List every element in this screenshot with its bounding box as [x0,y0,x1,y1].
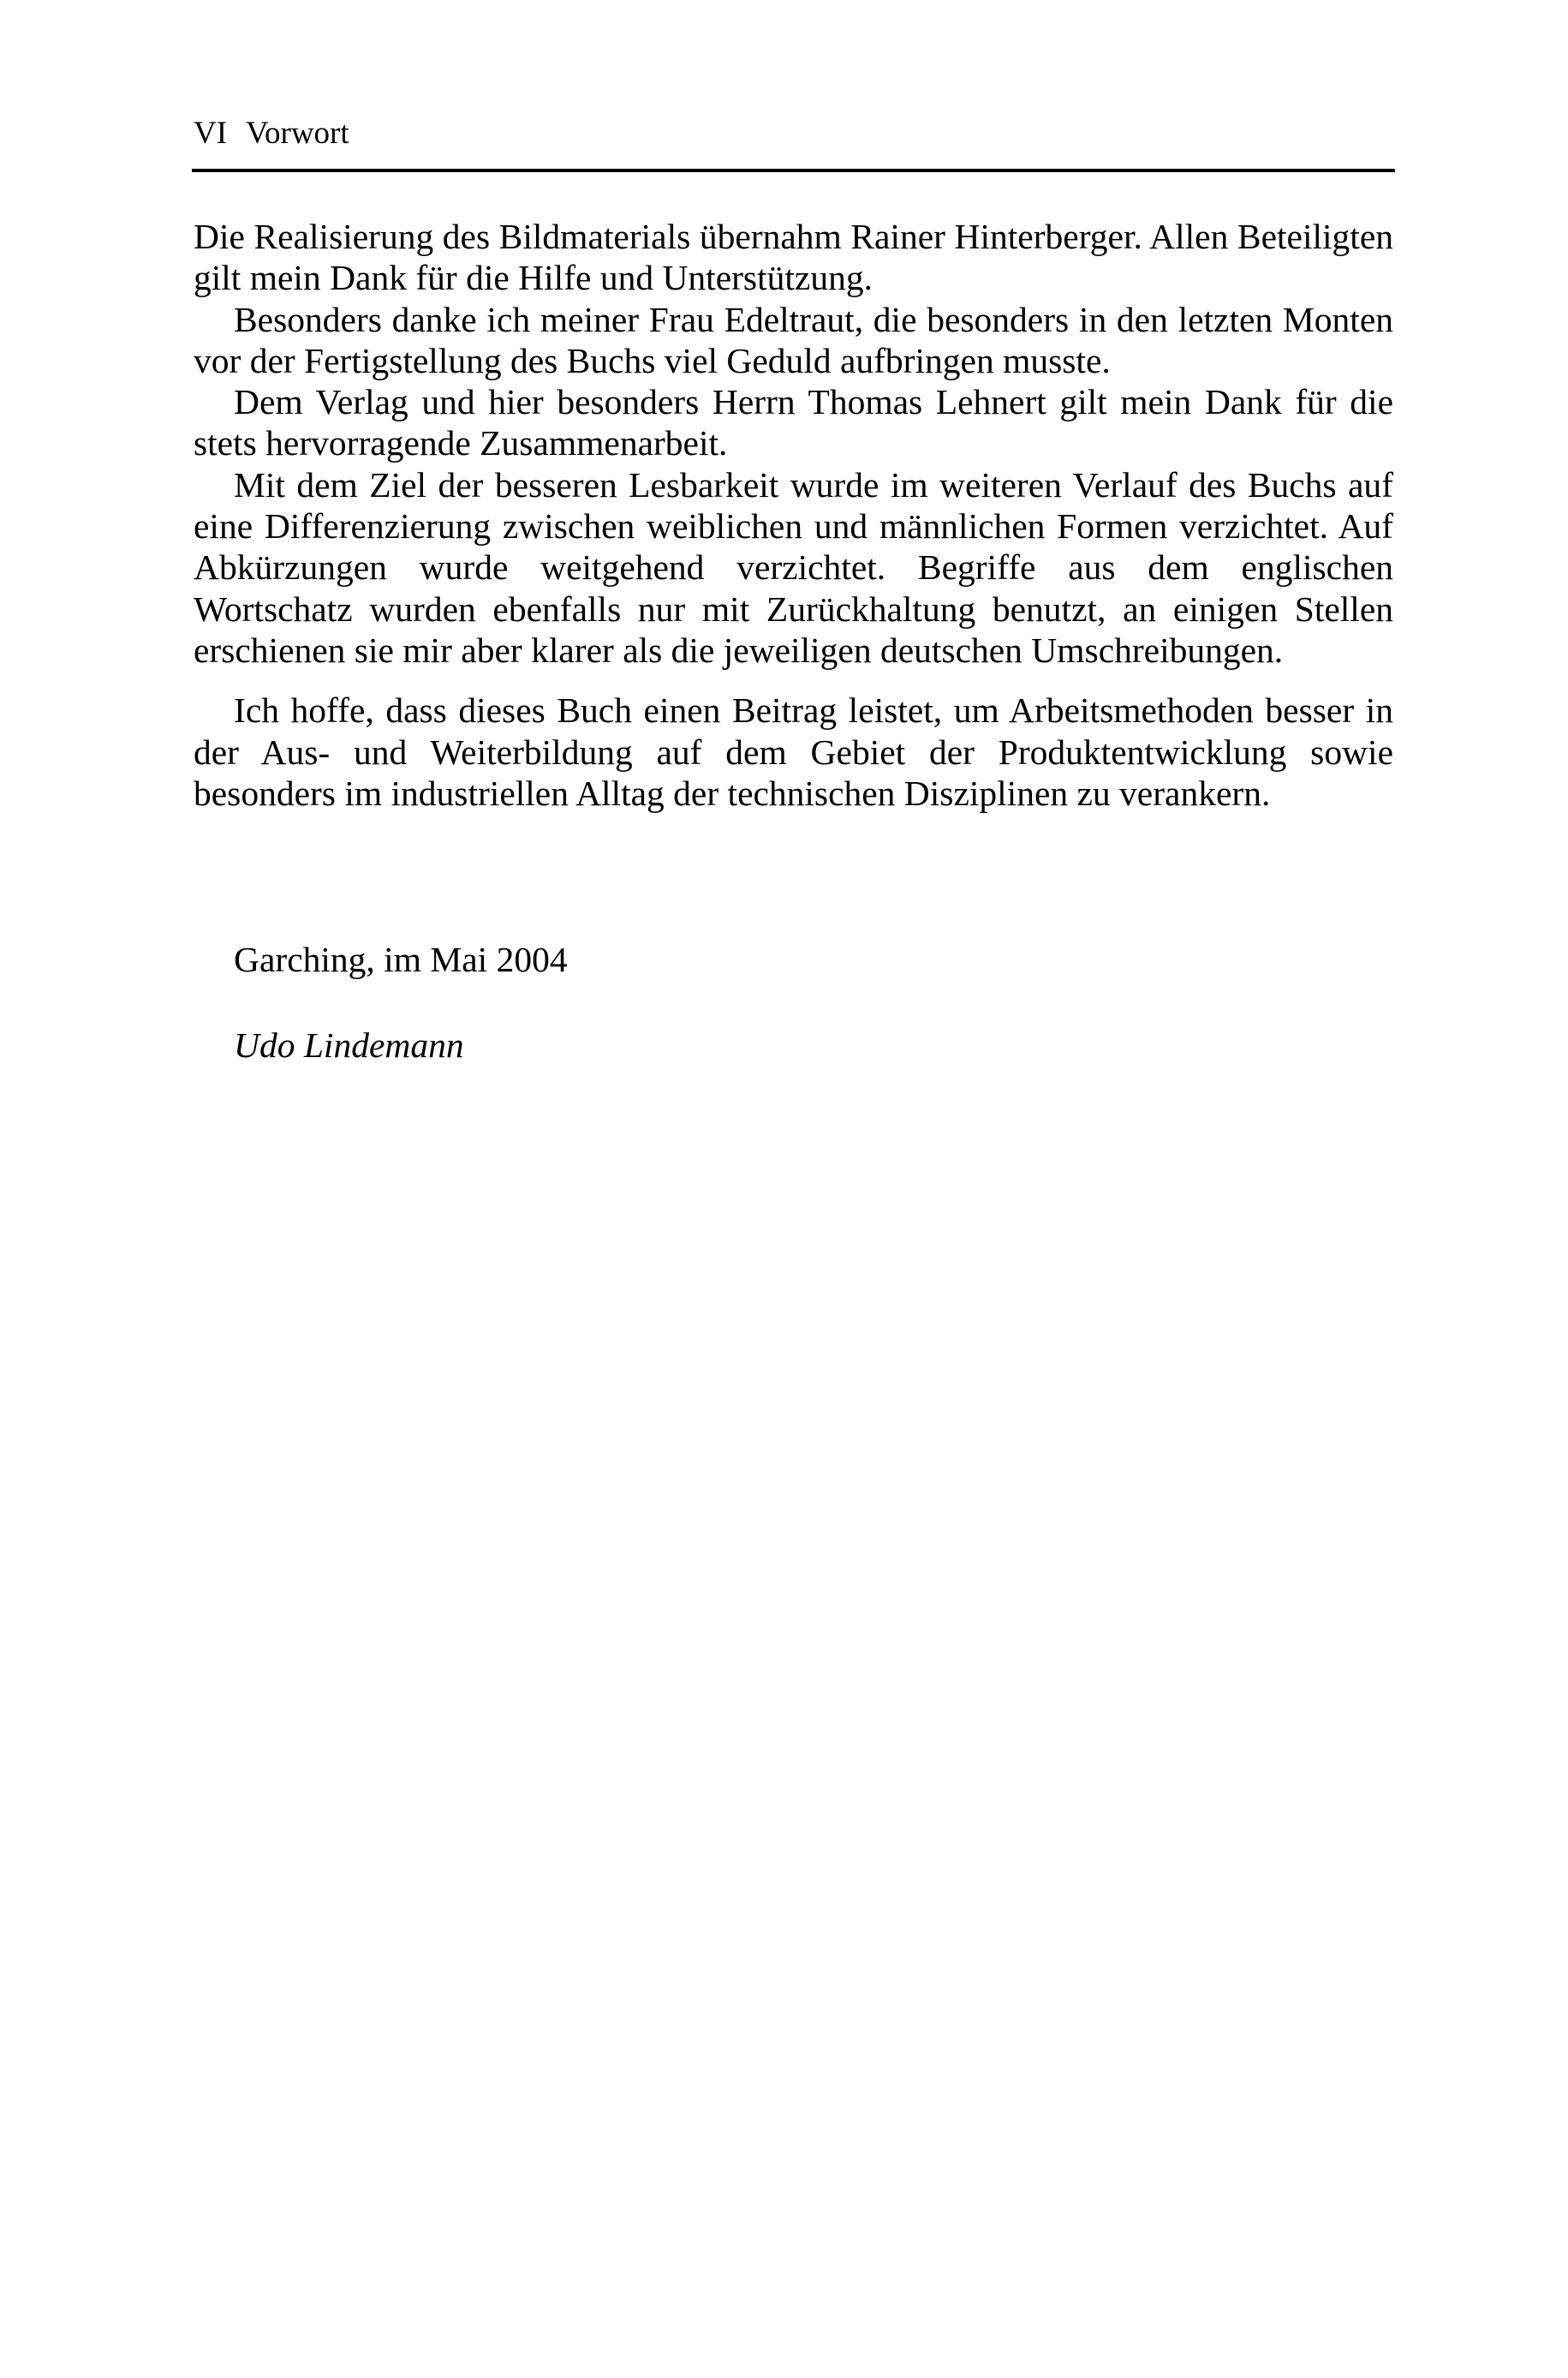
paragraph-acknowledgement-illustrations: Die Realisierung des Bildmaterials übernahm Rainer Hinterberger. Allen Beteiligten gilt mein Dank für die Hilfe und Unterstützung. [194,217,1393,298]
body-text [194,216,1393,814]
page-number: VI [194,116,228,151]
paragraph-closing-wish: Ich hoffe, dass dieses Buch einen Beitrag leistet, um Arbeitsmethoden besser in der Aus- und Weiterbildung auf dem Gebiet der Produktentwicklung sowie besonders im industriellen Alltag der technischen Disziplinen zu verankern. [194,690,1393,813]
section-title: Vorwort [246,116,349,151]
author-signature: Udo Lindemann [234,1025,464,1065]
paragraph-acknowledgement-wife: Besonders danke ich meiner Frau Edeltraut, die besonders in den letzten Monten vor der Fertigstellung des Buchs viel Geduld aufbringen musste. [194,299,1393,380]
place-and-date: Garching, im Mai 2004 [234,940,568,979]
header-rule [192,169,1395,172]
paragraph-readability-note: Mit dem Ziel der besseren Lesbarkeit wurde im weiteren Verlauf des Buchs auf eine Differenzierung zwischen weiblichen und männlichen Formen verzichtet. Auf Abkürzungen wurde weitgehend verzichtet. Begriffe aus dem englischen Wortschatz wurden ebenfalls nur mit Zurückhaltung benutzt, an einigen Stellen erschienen sie mir aber klarer als die jeweiligen deutschen Umschreibungen. [194,464,1393,670]
running-head [194,115,349,152]
paragraph-acknowledgement-publisher: Dem Verlag und hier besonders Herrn Thomas Lehnert gilt mein Dank für die stets hervorragende Zusammenarbeit. [194,382,1393,463]
